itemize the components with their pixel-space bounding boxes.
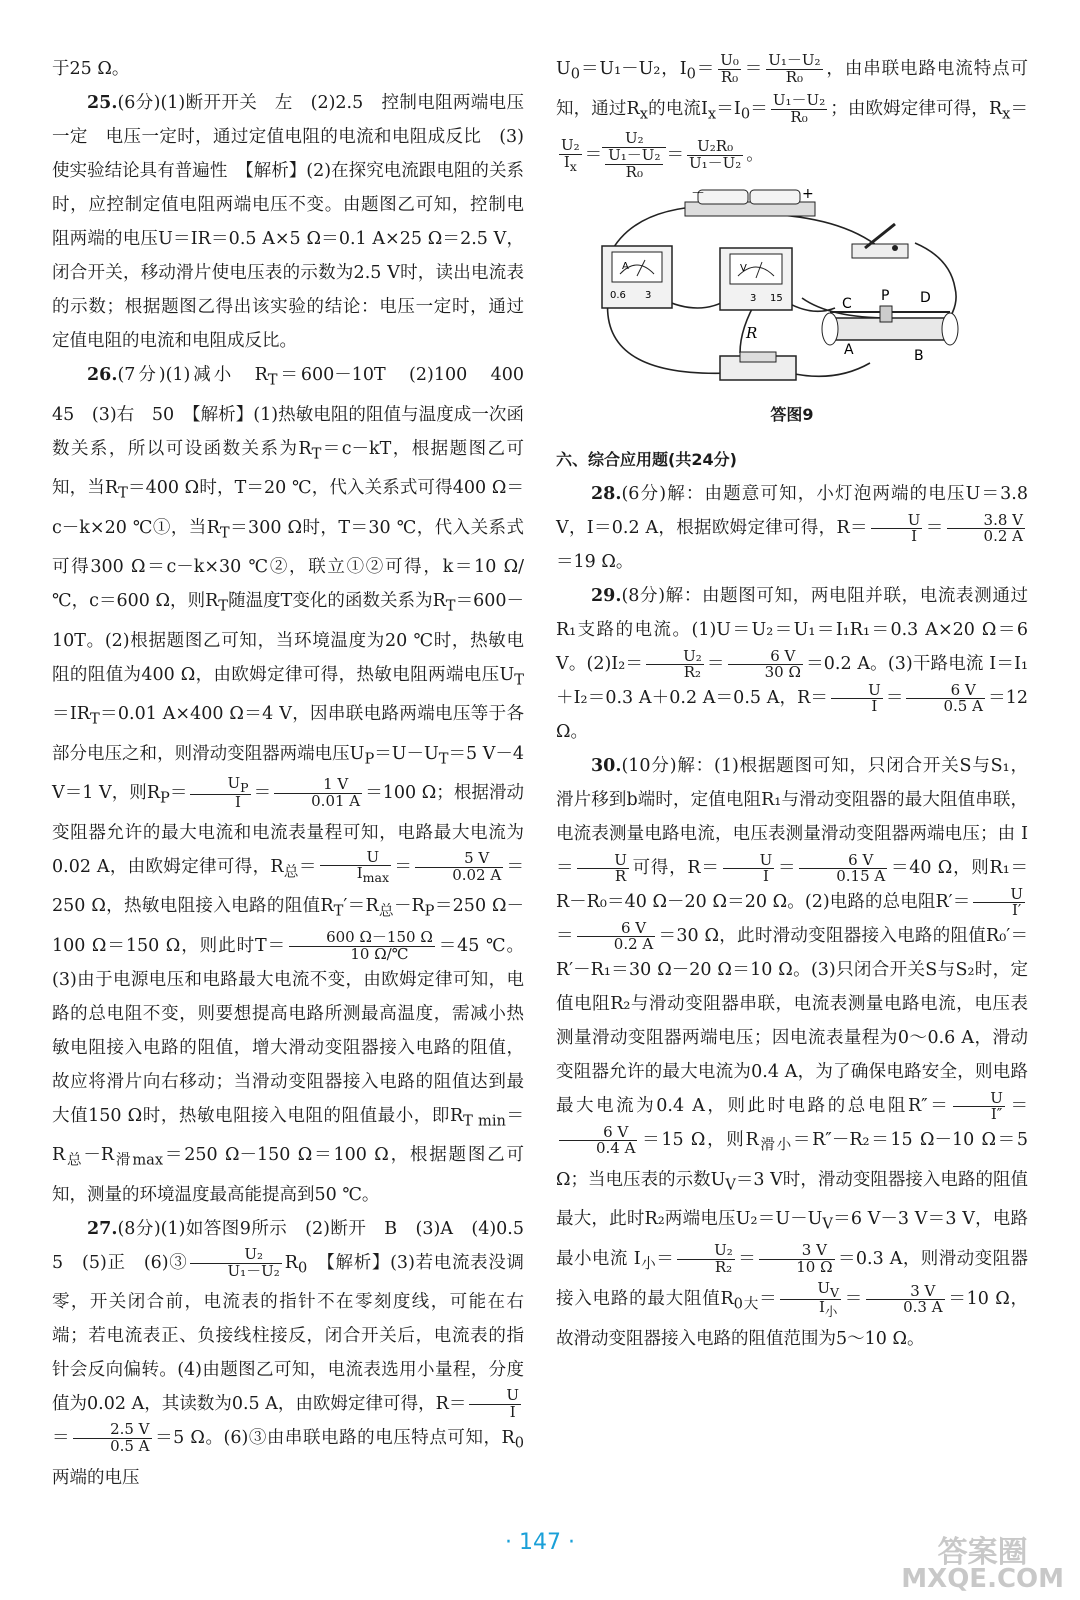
numerator: U₁－U₂	[605, 148, 663, 165]
subscript: 小	[640, 1255, 657, 1273]
answer-q27-continued: $U_0=U_1-U_2$，$I_0=$ $\frac{\text{U₀}}{\text{R₀}}$ ＝ $\frac{\text{U₁－U₂}}{\text{R₀}}$ ，由串联电路电流特点可知，通过$R_x$的电流$I_x=I_0=$ $\frac{\text{U₁－U₂}}{\text{R₀}}$ ；由欧姆定律可得，$R_x=$ $\frac{\text{U₂}}{I_x}$ ＝ $\frac{\text{U₂}}{\frac{\text{U₁－U₂}}{\text{R₀}}}$ ＝ $\frac{\text{U₂R₀}}{\text{U₁－U₂}}$ 。	[556, 51, 1029, 181]
subscript: T min	[463, 1112, 506, 1129]
answer-text: ＝c－kT，根据题图乙可知，当R	[52, 438, 524, 498]
subscript: x	[1002, 105, 1011, 122]
switch	[852, 224, 908, 258]
denominator: I	[818, 1298, 825, 1317]
numerator: 600 Ω－150 Ω	[289, 930, 435, 947]
question-number: 29.	[591, 586, 622, 607]
figure-caption: 答图9	[770, 405, 814, 425]
subscript: T	[311, 445, 322, 462]
fraction	[953, 1088, 1005, 1124]
denominator: U₁－U₂	[227, 1261, 280, 1280]
numerator: 3 V	[866, 1284, 944, 1301]
answer-text: 【解析】(3)若电流表没调零，开关闭合前，电流表的指针不在零刻度线，可能在右端；若电流表正、负接线柱接反，闭合开关后，电流表的指针会反向偏转。(4)由题图乙可知，电流表选用小量程，分度值为0.02 A，其读数为0.5 A，由欧姆定律可得，R＝	[52, 1252, 524, 1414]
denominator: I	[871, 697, 878, 716]
wire	[790, 363, 870, 376]
fraction	[274, 777, 362, 810]
watermark-url: MXQE.COM	[901, 1564, 1064, 1594]
fraction	[687, 139, 743, 172]
watermark-text: 答案圈	[937, 1535, 1028, 1570]
answer-text: ＝600－10T。(2)根据题图乙可知，当环境温度为20 ℃时，热敏电阻的阻值为400 Ω，由欧姆定律可得，热敏电阻两端电压U	[52, 591, 524, 685]
subscript: T	[267, 371, 278, 389]
answer-text: ＝U－U	[374, 743, 439, 764]
paragraph-q24-end: 于25 Ω。	[52, 59, 130, 79]
answer-text: ＝30 Ω，此时滑动变阻器接入电路的阻值R₀′＝R′－R₁＝30 Ω－20 Ω＝10 Ω。(3)只闭合开关S与S₂时，定值电阻R₂与滑动变阻器串联，电流表测量电路电流，电压表测量滑动变阻器两端电压；因电流表量程为0～0.6 A，滑动变阻器允许的最大电流为0.4 A，为了确保电路安全，则电路最大电流为0.4 A，则此时电路的总电阻R″＝	[556, 926, 1028, 1117]
denominator: I″	[990, 1105, 1003, 1124]
denominator: I	[356, 864, 363, 883]
answer-text: ＝R″－R₂＝15 Ω－10 Ω＝5 Ω；当电压表的示数U	[556, 1130, 1029, 1190]
fraction	[190, 1244, 281, 1280]
rheostat-terminal-label: A	[844, 342, 854, 359]
numerator: U	[871, 513, 923, 530]
answer-text: ＝400 Ω时，T＝20 ℃，代入关系式可得400 Ω＝c－k×20 ℃①，当R	[52, 478, 524, 538]
wire	[760, 214, 880, 248]
numerator: U	[817, 1279, 830, 1298]
numerator: 1 V	[274, 777, 362, 794]
answer-text: ；由欧姆定律可得，R	[830, 98, 1003, 119]
denominator: 10 Ω	[796, 1257, 833, 1276]
subscript: 0	[570, 65, 581, 83]
answer-text: ＝19 Ω。	[556, 552, 634, 573]
fraction	[677, 1243, 735, 1276]
answer-q28: 28.(6分)解：由题意可知，小灯泡两端的电压U＝3.8 V，I＝0.2 A，根据欧姆定律可得，R＝ $\frac{U}{I}$ ＝ $\frac{3.8 V}{0.2 A}$ ＝19 Ω。	[556, 484, 1028, 573]
answer-text: ，由串联电路电流特点可知，通过R	[556, 59, 1029, 119]
answer-text: ＝6 V－3 V＝3 V，电路最小电流 I	[556, 1209, 1029, 1269]
answer-text: ＝0.3 A，则滑动变阻器接入电路的最大阻值R	[556, 1248, 1029, 1310]
resistor-label: R	[746, 324, 758, 343]
meter-unit-label: V	[740, 263, 747, 275]
answer-text: ＝5 V－4 V＝1 V，则R	[52, 743, 525, 803]
numerator: 5 V	[415, 851, 503, 868]
numerator: U₁－U₂	[772, 90, 826, 109]
fraction	[759, 1243, 834, 1276]
left-column	[52, 52, 542, 1495]
rheostat-terminal-label: C	[842, 296, 852, 313]
subscript: T	[514, 671, 524, 688]
answer-text: ＝250 Ω，热敏电阻接入电路的阻值R	[52, 856, 525, 916]
answer-text: 。	[746, 145, 764, 166]
answer-text: ′＝R	[343, 896, 379, 916]
answer-text: ＝3 V时，滑动变阻器接入电路的阻值最大，此时R₂两端电压U₂＝U－U	[556, 1169, 1028, 1230]
subscript: x	[707, 105, 717, 122]
terminal-plus-label: +	[802, 188, 814, 203]
watermark-logo	[901, 1535, 1064, 1594]
denominator: 0.5 A	[110, 1437, 150, 1455]
fraction	[771, 90, 827, 126]
subscript: 滑max	[114, 1151, 164, 1169]
denominator: 0.3 A	[903, 1298, 943, 1317]
denominator: 0.15 A	[836, 867, 886, 886]
subscript: V	[725, 1176, 736, 1194]
answer-text: ＝IR	[52, 704, 90, 724]
numerator: U₀	[720, 51, 739, 70]
subscript: T	[438, 750, 449, 767]
answer-text: (7分)(1)减小 R	[117, 365, 268, 385]
answer-text: 的电流I	[647, 98, 708, 119]
fraction	[320, 847, 391, 886]
subscript: 0	[514, 1434, 525, 1452]
numerator: U	[953, 1091, 1005, 1108]
answer-text: ＝12 Ω。	[556, 688, 1028, 743]
subscript: T	[118, 484, 128, 502]
fraction	[190, 776, 250, 811]
denominator: 0.5 A	[943, 697, 983, 716]
section-heading: 六、综合应用题(共24分)	[556, 450, 737, 470]
subscript: T	[89, 710, 100, 728]
answer-text: ＝100 Ω；根据滑动变阻器允许的最大电流和电流表量程可知，电路最大电流为0.02 A，由欧姆定律可得，R	[52, 783, 525, 877]
answer-text: ＝40 Ω，则R₁＝R－R₀＝40 Ω－20 Ω＝20 Ω。(2)电路的总电阻R′＝	[556, 858, 1028, 913]
fraction	[723, 850, 775, 886]
answer-q26: 26.(7分)(1)减小 $R_T=600-10T$ (2)100 400 45 (3)右 50 【解析】(1)热敏电阻的阻值与温度成一次函数关系，所以可设函数关系为$R_T=c-kT$，根据题图乙可知，当$R_T=400$ Ω时，T＝20 ℃，代入关系式可得400 Ω＝c－k×20 ℃①，当$R_T=300$ Ω时，T＝30 ℃，代入关系式可得300 Ω＝c－k×30 ℃②，联立①②可得，k＝10 Ω/℃，c＝600 Ω，则$R_T$随温度T变化的函数关系为$R_T=600-10T$。(2)根据题图乙可知，当环境温度为20 ℃时，热敏电阻的阻值为400 Ω，由欧姆定律可得，热敏电阻两端电压$U_T=IR_T=0.01$ A×400 Ω＝4 V，因串联电路两端电压等于各部分电压之和，则滑动变阻器两端电压$U_P=U-U_T=5$ V－4 V＝1 V，则$R_P=$ $\frac{U_P}{I}$ ＝ $\frac{1 V}{0.01 A}$ ＝100 Ω；根据滑动变阻器允许的最大电流和电流表量程可知，电路最大电流为0.02 A，由欧姆定律可得，$R_总=$ U $I_{max}$ ＝ $\frac{5 V}{0.02 A}$ ＝250 Ω，热敏电阻接入电路的阻值$R_T'=R_总-R_P=250$ Ω－100 Ω＝150 Ω，则此时T＝ $\frac{600 \Omega-150 \Omega}{10 \Omega/℃}$ ＝45 ℃。(3)由于电源电压和电路最大电流不变，由欧姆定律可知，电路的总电阻不变，则要想提高电路所测最高温度，需减小热敏电阻接入电路的阻值，增大滑动变阻器接入电路的阻值，故应将滑片向右移动；当滑动变阻器接入电路的阻值达到最大值150 Ω时，热敏电阻接入电阻的阻值最小，即$R_{T min}=R_总-R_{滑max}=250$ Ω－150 Ω＝100 Ω，根据题图乙可知，测量的环境温度最高能提高到50 ℃。	[52, 365, 542, 1205]
fraction	[605, 145, 663, 181]
numerator: 6 V	[799, 853, 887, 870]
fraction	[799, 850, 887, 886]
answer-q30: 30.(10分)解：(1)根据题图可知，只闭合开关S与S₁，滑片移到b端时，定值电阻R₁与滑动变阻器的最大阻值串联，电流表测量电路电流，电压表测量滑动变阻器两端电压；由 I＝ $\frac{U}{R}$ 可得，R＝ $\frac{U}{I}$ ＝ $\frac{6 V}{0.15 A}$ ＝40 Ω，则R₁＝R－R₀＝40 Ω－20 Ω＝20 Ω。(2)电路的总电阻R′＝ $\frac{U}{I'}$ ＝ $\frac{6 V}{0.2 A}$ ＝30 Ω，此时滑动变阻器接入电路的阻值R₀′＝R′－R₁＝30 Ω－20 Ω＝10 Ω。(3)只闭合开关S与S₂时，定值电阻R₂与滑动变阻器串联，电流表测量电路电流，电压表测量滑动变阻器两端电压；因电流表量程为0～0.6 A，滑动变阻器允许的最大电流为0.4 A，为了确保电路安全，则电路最大电流为0.4 A，则此时电路的总电阻R″＝ $\frac{U}{I''}$ ＝ $\frac{6 V}{0.4 A}$ ＝15 Ω，则$R_{滑小}=R''-R_2=15$ Ω－10 Ω＝5 Ω；当电压表的示数$U_V=3$ V时，滑动变阻器接入电路的阻值最大，此时R₂两端电压$U_2=U-U_V=6$ V－3 V＝3 V，电路最小电流 $I_小=$ $\frac{\text{U₂}}{\text{R₂}}$ ＝ $\frac{3 V}{10 \Omega}$ ＝0.3 A，则滑动变阻器接入电路的最大阻值$R_{0大}=$ $U_V$ $I_小$ ＝ $\frac{3 V}{0.3 A}$ ＝10 Ω，故滑动变阻器接入电路的阻值范围为5～10 Ω。	[556, 756, 1029, 1349]
numerator: 2.5 V	[73, 1422, 151, 1439]
answer-q27: 27.(8分)(1)如答图9所示 (2)断开 B (3)A (4)0.5 5 (5)正 (6)③ $\frac{\text{U₂}}{\text{U₁－U₂}}$ $R_0$ 【解析】(3)若电流表没调零，开关闭合前，电流表的指针不在零刻度线，可能在右端；若电流表正、负接线柱接反，闭合开关后，电流表的指针会反向偏转。(4)由题图乙可知，电流表选用小量程，分度值为0.02 A，其读数为0.5 A，由欧姆定律可得，R＝ $\frac{U}{I}$ ＝ $\frac{2.5 V}{0.5 A}$ ＝5 Ω。(6)③由串联电路的电压特点可知，$R_0$两端的电压	[52, 1218, 542, 1488]
fraction	[577, 850, 629, 886]
numerator: 3 V	[759, 1243, 834, 1260]
denominator: I	[563, 152, 570, 171]
question-number: 26.	[87, 365, 118, 385]
subscript: 总	[378, 902, 394, 920]
numerator: U₁－U₂	[768, 51, 821, 70]
subscript: V	[822, 1215, 833, 1233]
numerator: U	[469, 1388, 521, 1405]
answer-text: ＝600－10T (2)100 400 45 (3)右 50 【解析】(1)热敏电阻的阻值与温度成一次函数关系，所以可设函数关系为R	[52, 365, 542, 459]
denominator: 10 Ω/℃	[350, 944, 409, 963]
wire	[608, 298, 730, 373]
answer-text: 两端的电压	[52, 1467, 140, 1488]
numerator: U₂	[602, 131, 666, 148]
answer-text: (6分)解：由题意可知，小灯泡两端的电压U＝3.8 V，I＝0.2 A，根据欧姆定律可得，R＝	[556, 484, 1028, 539]
answer-text: ＝0.2 A。(3)干路电流 I＝I₁＋I₂＝0.3 A＋0.2 A＝0.5 A，R＝	[556, 654, 1029, 709]
fraction	[780, 1281, 841, 1318]
denominator: R₀	[785, 68, 804, 86]
subscript: 滑小	[758, 1136, 793, 1154]
fraction	[831, 680, 883, 716]
answer-text: (8分)(1)如答图9所示 (2)断开 B (3)A (4)0.5 5 (5)正 (6)③	[52, 1218, 542, 1273]
answer-text: ＝0.01 A×400 Ω＝4 V，因串联电路两端电压等于各部分电压之和，则滑动变阻器两端电压U	[52, 704, 524, 764]
answer-text: ＝300 Ω时，T＝30 ℃，代入关系式可得300 Ω＝c－k×30 ℃②，联立①②可得，k＝10 Ω/℃，c＝600 Ω，则R	[52, 517, 524, 611]
right-column	[556, 52, 1028, 1356]
fraction	[289, 927, 435, 963]
denominator: 0.01 A	[311, 792, 361, 810]
denominator: I	[762, 867, 769, 886]
question-number: 27.	[87, 1218, 118, 1239]
compound-fraction	[602, 131, 666, 180]
subscript: V	[830, 1285, 840, 1301]
terminal-minus-label: －	[691, 188, 705, 203]
answer-text: ＝R	[52, 1105, 525, 1165]
answer-text: 可得，R＝	[631, 858, 720, 879]
answer-text: R	[284, 1252, 298, 1273]
numerator: U	[973, 887, 1025, 904]
resistor	[720, 324, 796, 380]
subscript: x	[569, 158, 577, 174]
fraction	[559, 138, 582, 173]
numerator: 6 V	[559, 1125, 637, 1142]
fraction	[73, 1422, 151, 1455]
answer-q25	[52, 86, 524, 358]
numerator: 6 V	[728, 649, 803, 666]
denominator: 30 Ω	[764, 663, 801, 682]
voltmeter-terminal-label: 15	[770, 293, 783, 305]
fraction	[906, 680, 984, 716]
fraction	[973, 884, 1025, 920]
fraction	[947, 510, 1025, 546]
answer-text: －R	[83, 1145, 115, 1165]
numerator: 6 V	[906, 683, 984, 700]
fraction	[469, 1388, 521, 1421]
numerator: U	[577, 853, 629, 870]
answer-text: U	[556, 59, 571, 79]
answer-text: (6分)(1)断开开关 左 (2)2.5 控制电阻两端电压一定 电压一定时，通过定值电阻的电流和电阻成反比 (3)使实验结论具有普遍性 【解析】(2)在探究电流跟电阻的关系时，应控制定值电阻两端电压不变。由题图乙可知，控制电阻两端的电压U＝IR＝0.5 A×5 Ω＝0.1 A×25 Ω＝2.5 V，闭合开关，移动滑片使电压表的示数为2.5 V时，读出电流表的示数；根据题图乙得出该实验的结论：电压一定时，通过定值电阻的电流和电阻成反比。	[52, 93, 524, 351]
circuit-figure	[590, 188, 990, 398]
question-number: 25.	[87, 93, 118, 113]
subscript: x	[639, 105, 648, 122]
fraction	[415, 848, 503, 884]
answer-q29: 29.(8分)解：由题图可知，两电阻并联，电流表测通过R₁支路的电流。(1)U＝U₂＝U₁＝I₁R₁＝0.3 A×20 Ω＝6 V。(2)I₂＝ $\frac{\text{U₂}}{\text{R₂}}$ ＝ $\frac{6 V}{30 \Omega}$ ＝0.2 A。(3)干路电流 I＝I₁＋I₂＝0.3 A＋0.2 A＝0.5 A，R＝ $\frac{U}{I}$ ＝ $\frac{6 V}{0.5 A}$ ＝12 Ω。	[556, 586, 1029, 743]
subscript: 0	[686, 65, 696, 83]
answer-text: ＝250 Ω－100 Ω＝150 Ω，则此时T＝	[52, 896, 524, 956]
fraction	[718, 53, 741, 86]
fraction	[766, 53, 822, 86]
denominator: 0.2 A	[983, 527, 1024, 546]
fraction	[871, 510, 923, 546]
subscript: max	[362, 870, 389, 886]
subscript: 小	[824, 1304, 838, 1320]
answer-text: ＝15 Ω，则R	[640, 1130, 759, 1151]
numerator: U₂	[646, 649, 704, 666]
subscript: T	[445, 597, 456, 615]
subscript: 总	[65, 1151, 84, 1169]
subscript: T	[219, 524, 230, 541]
subscript: P	[160, 789, 170, 807]
fraction	[559, 1122, 637, 1158]
meter-unit-label: A	[622, 261, 629, 273]
ammeter-terminal-label: 0.6	[610, 290, 626, 302]
subscript: 总	[283, 863, 299, 880]
answer-text: (10分)解：(1)根据题图可知，只闭合开关S与S₁，滑片移到b端时，定值电阻R₁与滑动变阻器的最大阻值串联，电流表测量电路电流，电压表测量滑动变阻器两端电压；由 I＝	[556, 756, 1028, 879]
numerator: 3.8 V	[947, 513, 1025, 530]
rheostat	[822, 288, 958, 364]
answer-text: ＝5 Ω。(6)③由串联电路的电压特点可知，R	[154, 1428, 515, 1448]
question-number: 28.	[591, 484, 622, 505]
denominator: R₂	[714, 1257, 733, 1276]
denominator: R₂	[683, 663, 702, 682]
answer-text: (8分)解：由题图可知，两电阻并联，电流表测通过R₁支路的电流。(1)U＝U₂＝U₁＝I₁R₁＝0.3 A×20 Ω＝6 V。(2)I₂＝	[556, 586, 1028, 675]
denominator: U₁－U₂	[688, 154, 742, 173]
voltmeter-terminal-label: 3	[750, 293, 757, 305]
subscript: P	[424, 902, 435, 920]
fraction	[866, 1281, 944, 1317]
answer-text: ＝I	[716, 98, 741, 119]
denominator: I	[911, 527, 918, 546]
denominator: I	[235, 793, 241, 812]
subscript: T	[333, 902, 344, 920]
subscript: 0大	[733, 1295, 760, 1313]
numerator: U₂	[190, 1247, 281, 1264]
numerator: 6 V	[577, 921, 655, 938]
answer-text: ＝U₁－U₂，I	[580, 59, 687, 79]
numerator: U	[723, 853, 775, 870]
subscript: 0	[740, 105, 751, 122]
subscript: P	[364, 750, 375, 767]
page-number: · 147 ·	[505, 1530, 575, 1555]
answer-text: ＝45 ℃。(3)由于电源电压和电路最大电流不变，由欧姆定律可知，电路的总电阻不变，则要想提高电路所测最高温度，需减小热敏电阻接入电路的阻值，增大滑动变阻器接入电路的阻值，故应将滑片向右移动；当滑动变阻器接入电路的阻值达到最大值150 Ω时，热敏电阻接入电阻的阻值最小，即R	[52, 935, 524, 1126]
ammeter	[602, 246, 672, 308]
subscript: T	[218, 597, 229, 615]
answer-text: －R	[393, 896, 425, 916]
numerator: U₂R₀	[687, 139, 743, 156]
battery-holder	[685, 188, 815, 216]
denominator: 0.02 A	[452, 865, 502, 884]
answer-text: 随温度T变化的函数关系为R	[228, 591, 446, 611]
denominator: I	[509, 1403, 516, 1421]
fraction	[577, 918, 655, 954]
denominator: R₀	[625, 162, 643, 181]
denominator: I′	[1012, 901, 1022, 920]
fraction	[728, 646, 803, 682]
denominator: R₀	[790, 107, 808, 126]
fraction	[646, 646, 704, 682]
numerator: U	[320, 850, 391, 867]
slider-label: P	[881, 288, 890, 305]
denominator: 0.2 A	[613, 935, 654, 954]
ammeter-terminal-label: 3	[645, 290, 652, 302]
subscript: P	[240, 780, 249, 796]
answer-text: ＝250 Ω－150 Ω＝100 Ω，根据题图乙可知，测量的环境温度最高能提高到50 ℃。	[52, 1145, 525, 1205]
numerator: U₂	[677, 1243, 735, 1260]
denominator: R₀	[720, 68, 739, 86]
subscript: 0	[297, 1259, 308, 1276]
question-number: 30.	[591, 756, 622, 777]
answer-text: ＝10 Ω，故滑动变阻器接入电路的阻值范围为5～10 Ω。	[556, 1289, 1029, 1349]
denominator: R	[614, 867, 627, 886]
rheostat-terminal-label: B	[914, 348, 924, 365]
numerator: U	[831, 683, 883, 700]
voltmeter	[720, 248, 792, 310]
denominator: 0.4 A	[596, 1139, 636, 1158]
rheostat-terminal-label: D	[920, 290, 931, 307]
numerator: U	[227, 774, 241, 793]
numerator: U₂	[561, 136, 580, 155]
